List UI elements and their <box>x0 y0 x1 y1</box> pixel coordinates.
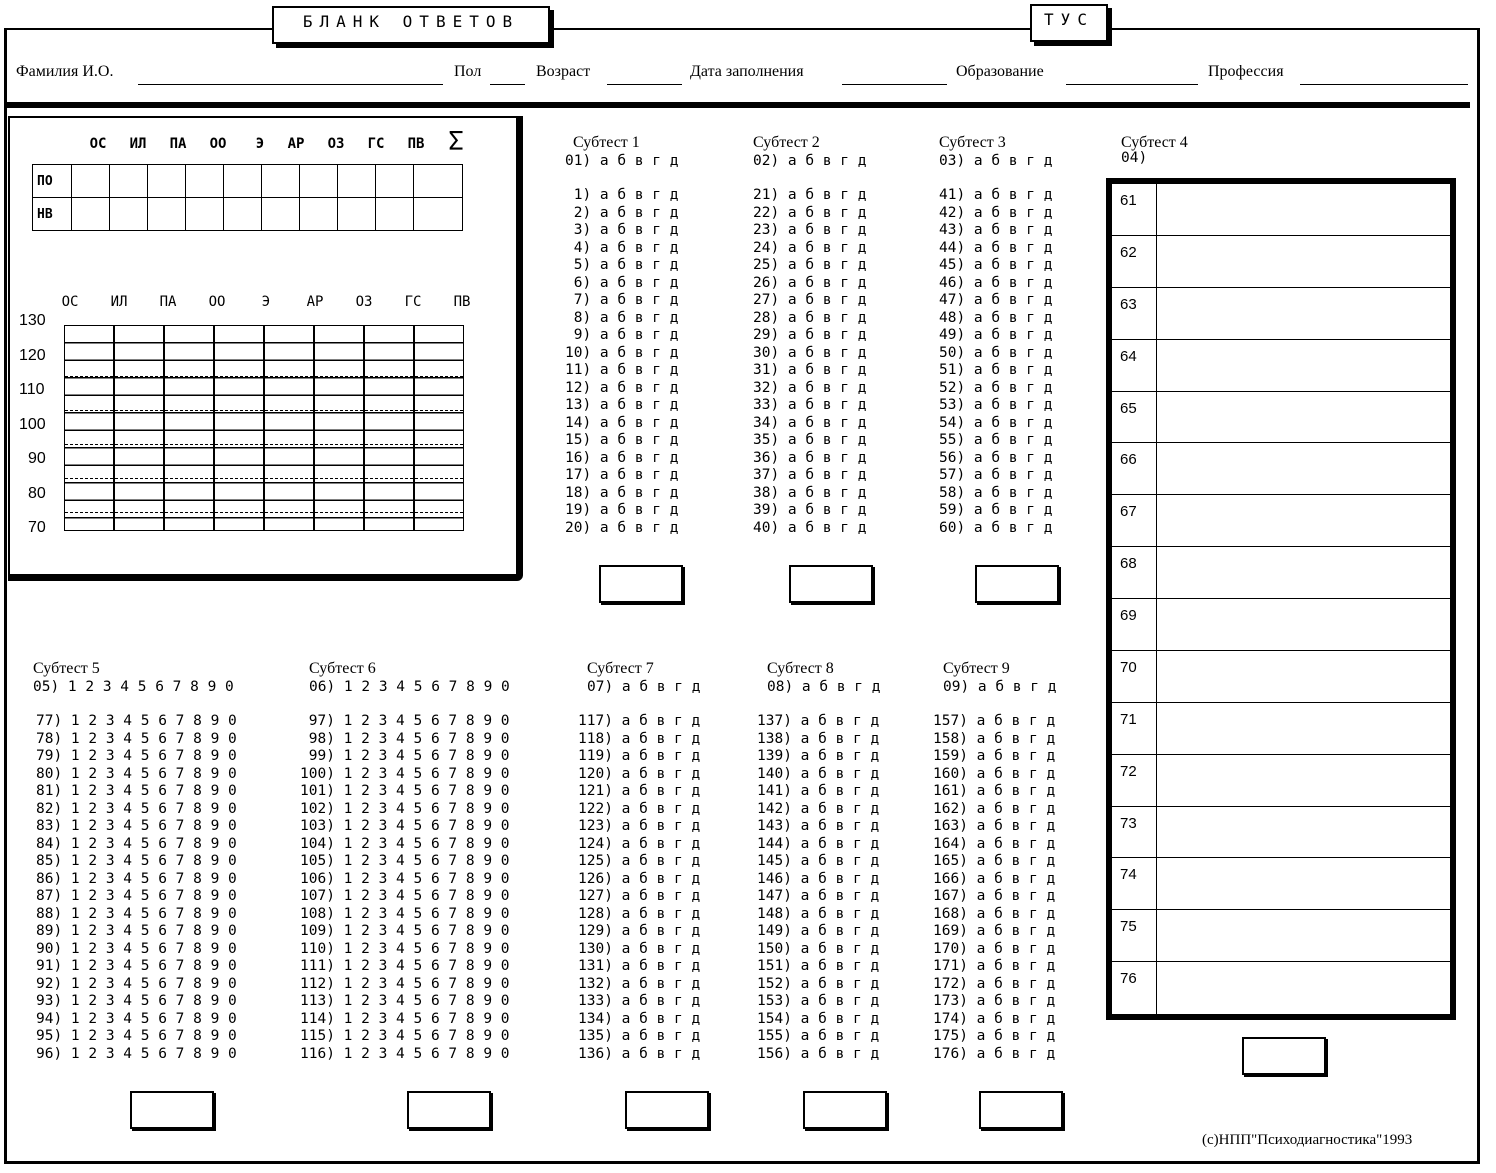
question-row[interactable]: 87) 1 2 3 4 5 6 7 8 9 0 <box>36 888 237 904</box>
question-row[interactable]: 38) а б в г д <box>753 484 867 501</box>
question-row[interactable]: 149) а б в г д <box>757 923 880 939</box>
form-title: БЛАНК ОТВЕТОВ <box>272 6 550 44</box>
score-cell[interactable] <box>338 198 376 231</box>
score-cell[interactable] <box>224 198 262 231</box>
question-row[interactable]: 28) а б в г д <box>753 309 867 326</box>
question-row[interactable]: 132) а б в г д <box>578 975 701 992</box>
score-table <box>32 164 463 231</box>
subtest-4-answer-grid <box>1106 178 1456 1020</box>
subtest-8-example: 08) а б в г д <box>767 679 881 695</box>
question-row[interactable]: 165) а б в г д <box>933 853 1056 869</box>
age-label: Возраст <box>536 63 591 80</box>
question-row[interactable]: 155) а б в г д <box>757 1028 880 1044</box>
question-row[interactable]: 170) а б в г д <box>933 940 1056 957</box>
question-row[interactable]: 27) а б в г д <box>753 292 867 308</box>
question-row[interactable]: 124) а б в г д <box>578 835 701 852</box>
score-cell[interactable] <box>148 198 186 231</box>
question-row[interactable]: 78) 1 2 3 4 5 6 7 8 9 0 <box>36 730 237 747</box>
subtest-4-answer-row[interactable] <box>1112 599 1450 651</box>
question-row[interactable]: 54) а б в г д <box>939 414 1053 431</box>
question-row[interactable]: 136) а б в г д <box>578 1045 701 1062</box>
question-row[interactable]: 127) а б в г д <box>578 888 701 904</box>
question-row[interactable]: 121) а б в г д <box>578 783 701 799</box>
question-row[interactable]: 52) а б в г д <box>939 379 1053 396</box>
subtest-3-score-box[interactable] <box>975 565 1059 603</box>
question-row[interactable]: 34) а б в г д <box>753 414 867 431</box>
subtest-4-answer-row[interactable] <box>1112 547 1450 599</box>
question-row[interactable]: 125) а б в г д <box>578 853 701 869</box>
subtest-1-title: Субтест 1 <box>573 134 640 151</box>
header-divider <box>4 102 1470 108</box>
subtest-4-answer-row[interactable] <box>1112 910 1450 962</box>
subtest-4-answer-row[interactable] <box>1112 755 1450 807</box>
question-row[interactable]: 44) а б в г д <box>939 239 1053 256</box>
question-row[interactable]: 147) а б в г д <box>757 888 880 904</box>
subtest-7-score-box[interactable] <box>625 1091 709 1129</box>
question-row[interactable]: 130) а б в г д <box>578 940 701 957</box>
question-row[interactable]: 84) 1 2 3 4 5 6 7 8 9 0 <box>36 835 237 852</box>
score-cell[interactable] <box>414 165 463 198</box>
question-row[interactable]: 101) 1 2 3 4 5 6 7 8 9 0 <box>300 783 510 799</box>
question-row[interactable]: 134) а б в г д <box>578 1010 701 1027</box>
graph-column-header: ОО <box>208 294 226 310</box>
score-cell[interactable] <box>110 198 148 231</box>
question-row[interactable]: 59) а б в г д <box>939 502 1053 518</box>
question-row[interactable]: 146) а б в г д <box>757 870 880 887</box>
subtest-4-question-number: 74 <box>1120 866 1137 884</box>
graph-column-header: ПВ <box>453 294 471 310</box>
question-row[interactable]: 116) 1 2 3 4 5 6 7 8 9 0 <box>300 1045 510 1062</box>
education-field[interactable] <box>1066 84 1198 85</box>
question-row[interactable]: 4) а б в г д <box>565 239 679 256</box>
subtest-5-questions <box>36 713 237 1063</box>
subtest-4-question-number: 72 <box>1120 762 1137 780</box>
question-row[interactable]: 82) 1 2 3 4 5 6 7 8 9 0 <box>36 800 237 817</box>
subtest-2-title: Субтест 2 <box>753 134 820 151</box>
question-row[interactable]: 22) а б в г д <box>753 204 867 221</box>
question-row[interactable]: 158) а б в г д <box>933 730 1056 747</box>
question-row[interactable]: 118) а б в г д <box>578 730 701 747</box>
question-row[interactable]: 148) а б в г д <box>757 905 880 922</box>
subtest-6-title: Субтест 6 <box>309 660 376 677</box>
question-row[interactable]: 175) а б в г д <box>933 1028 1056 1044</box>
question-row[interactable]: 60) а б в г д <box>939 519 1053 536</box>
question-row[interactable]: 138) а б в г д <box>757 730 880 747</box>
subtest-4-question-number: 65 <box>1120 399 1137 417</box>
question-row[interactable]: 129) а б в г д <box>578 923 701 939</box>
graph-column-header: АР <box>306 294 324 310</box>
score-column-header: ПВ <box>407 136 425 152</box>
question-row[interactable]: 122) а б в г д <box>578 800 701 817</box>
subtest-4-question-number: 70 <box>1120 658 1137 676</box>
subtest-8-score-box[interactable] <box>803 1091 887 1129</box>
copyright: (c)НПП"Психодиагностика"1993 <box>1202 1132 1413 1148</box>
subtest-4-question-number: 68 <box>1120 555 1137 573</box>
profile-graph[interactable] <box>64 325 464 531</box>
score-column-header: ОЗ <box>327 136 345 152</box>
score-cell[interactable] <box>338 165 376 198</box>
question-row[interactable]: 37) а б в г д <box>753 467 867 483</box>
subtest-9-title: Субтест 9 <box>943 660 1010 677</box>
question-row[interactable]: 163) а б в г д <box>933 818 1056 834</box>
score-row-label: ПО <box>33 165 72 198</box>
subtest-5-example: 05) 1 2 3 4 5 6 7 8 9 0 <box>33 679 234 695</box>
question-row[interactable]: 171) а б в г д <box>933 958 1056 974</box>
subtest-4-question-number: 62 <box>1120 243 1137 261</box>
subtest-4-answer-row[interactable] <box>1112 703 1450 755</box>
question-row[interactable]: 2) а б в г д <box>565 204 679 221</box>
subtest-4-answer-row[interactable] <box>1112 288 1450 340</box>
sex-field[interactable] <box>490 84 525 85</box>
question-row[interactable]: 18) а б в г д <box>565 484 679 501</box>
question-row[interactable]: 40) а б в г д <box>753 519 867 536</box>
question-row[interactable]: 137) а б в г д <box>757 713 880 729</box>
question-row[interactable]: 93) 1 2 3 4 5 6 7 8 9 0 <box>36 993 237 1009</box>
question-row[interactable]: 152) а б в г д <box>757 975 880 992</box>
score-column-header: ПА <box>169 136 187 152</box>
score-cell[interactable] <box>300 198 338 231</box>
subtest-4-title: Субтест 4 <box>1121 134 1188 151</box>
question-row[interactable]: 80) 1 2 3 4 5 6 7 8 9 0 <box>36 765 237 782</box>
question-row[interactable]: 26) а б в г д <box>753 274 867 291</box>
question-row[interactable]: 108) 1 2 3 4 5 6 7 8 9 0 <box>300 905 510 922</box>
question-row[interactable]: 11) а б в г д <box>565 362 679 378</box>
question-row[interactable]: 100) 1 2 3 4 5 6 7 8 9 0 <box>300 765 510 782</box>
question-row[interactable]: 109) 1 2 3 4 5 6 7 8 9 0 <box>300 923 510 939</box>
subtest-4-question-number: 64 <box>1120 347 1137 365</box>
subtest-9-questions <box>933 713 1055 1063</box>
score-column-header: Σ <box>448 127 464 157</box>
score-column-header: ИЛ <box>129 136 147 152</box>
question-row[interactable]: 23) а б в г д <box>753 222 867 238</box>
question-row[interactable]: 115) 1 2 3 4 5 6 7 8 9 0 <box>300 1028 510 1044</box>
graph-column-header: Э <box>261 294 271 310</box>
question-row[interactable]: 151) а б в г д <box>757 958 880 974</box>
question-row[interactable]: 45) а б в г д <box>939 257 1053 273</box>
question-row[interactable]: 145) а б в г д <box>757 853 880 869</box>
question-row[interactable]: 140) а б в г д <box>757 765 880 782</box>
question-row[interactable]: 174) а б в г д <box>933 1010 1056 1027</box>
subtest-4-answer-row[interactable] <box>1112 858 1450 910</box>
question-row[interactable]: 15) а б в г д <box>565 432 679 448</box>
question-row[interactable]: 173) а б в г д <box>933 993 1056 1009</box>
question-row[interactable]: 55) а б в г д <box>939 432 1053 448</box>
question-row[interactable]: 119) а б в г д <box>578 748 701 764</box>
question-row[interactable]: 169) а б в г д <box>933 923 1056 939</box>
name-field[interactable] <box>138 84 443 85</box>
subtest-4-answer-row[interactable] <box>1112 392 1450 444</box>
graph-scale-label: 110 <box>19 381 45 398</box>
question-row[interactable]: 133) а б в г д <box>578 993 701 1009</box>
score-row-label: НВ <box>33 198 72 231</box>
subtest-4-answer-row[interactable] <box>1112 807 1450 859</box>
question-row[interactable]: 9) а б в г д <box>565 327 679 343</box>
question-row[interactable]: 42) а б в г д <box>939 204 1053 221</box>
question-row[interactable]: 81) 1 2 3 4 5 6 7 8 9 0 <box>36 783 237 799</box>
question-row[interactable]: 12) а б в г д <box>565 379 679 396</box>
age-field[interactable] <box>607 84 682 85</box>
question-row[interactable]: 94) 1 2 3 4 5 6 7 8 9 0 <box>36 1010 237 1027</box>
question-row[interactable]: 104) 1 2 3 4 5 6 7 8 9 0 <box>300 835 510 852</box>
question-row[interactable]: 144) а б в г д <box>757 835 880 852</box>
question-row[interactable]: 41) а б в г д <box>939 187 1053 203</box>
question-row[interactable]: 5) а б в г д <box>565 257 679 273</box>
subtest-4-answer-row[interactable] <box>1112 340 1450 392</box>
subtest-4-score-box[interactable] <box>1242 1037 1326 1075</box>
question-row[interactable]: 131) а б в г д <box>578 958 701 974</box>
question-row[interactable]: 79) 1 2 3 4 5 6 7 8 9 0 <box>36 748 237 764</box>
question-row[interactable]: 3) а б в г д <box>565 222 679 238</box>
question-row[interactable]: 47) а б в г д <box>939 292 1053 308</box>
score-cell[interactable] <box>414 198 463 231</box>
question-row[interactable]: 141) а б в г д <box>757 783 880 799</box>
question-row[interactable]: 139) а б в г д <box>757 748 880 764</box>
question-row[interactable]: 120) а б в г д <box>578 765 701 782</box>
graph-scale-label: 120 <box>19 346 46 364</box>
score-cell[interactable] <box>72 165 110 198</box>
score-column-header: ОС <box>89 136 107 152</box>
question-row[interactable]: 103) 1 2 3 4 5 6 7 8 9 0 <box>300 818 510 834</box>
subtest-4-question-number: 75 <box>1120 918 1137 936</box>
question-row[interactable]: 106) 1 2 3 4 5 6 7 8 9 0 <box>300 870 510 887</box>
question-row[interactable]: 97) 1 2 3 4 5 6 7 8 9 0 <box>300 713 510 729</box>
question-row[interactable]: 168) а б в г д <box>933 905 1056 922</box>
question-row[interactable]: 46) а б в г д <box>939 274 1053 291</box>
subtest-3-title: Субтест 3 <box>939 134 1006 151</box>
question-row[interactable]: 89) 1 2 3 4 5 6 7 8 9 0 <box>36 923 237 939</box>
question-row[interactable]: 112) 1 2 3 4 5 6 7 8 9 0 <box>300 975 510 992</box>
subtest-8-title: Субтест 8 <box>767 660 834 677</box>
question-row[interactable]: 33) а б в г д <box>753 397 867 413</box>
question-row[interactable]: 90) 1 2 3 4 5 6 7 8 9 0 <box>36 940 237 957</box>
score-cell[interactable] <box>376 165 414 198</box>
question-row[interactable]: 123) а б в г д <box>578 818 701 834</box>
question-row[interactable]: 39) а б в г д <box>753 502 867 518</box>
question-row[interactable]: 51) а б в г д <box>939 362 1053 378</box>
question-row[interactable]: 50) а б в г д <box>939 344 1053 361</box>
question-row[interactable]: 10) а б в г д <box>565 344 679 361</box>
question-row[interactable]: 25) а б в г д <box>753 257 867 273</box>
subtest-9-example: 09) а б в г д <box>943 679 1057 695</box>
question-row[interactable]: 91) 1 2 3 4 5 6 7 8 9 0 <box>36 958 237 974</box>
subtest-4-answer-row[interactable] <box>1112 651 1450 703</box>
subtest-4-question-number: 67 <box>1120 503 1137 521</box>
question-row[interactable]: 172) а б в г д <box>933 975 1056 992</box>
question-row[interactable]: 114) 1 2 3 4 5 6 7 8 9 0 <box>300 1010 510 1027</box>
education-label: Образование <box>956 63 1044 80</box>
score-cell[interactable] <box>110 165 148 198</box>
subtest-2-score-box[interactable] <box>789 565 873 603</box>
question-row[interactable]: 107) 1 2 3 4 5 6 7 8 9 0 <box>300 888 510 904</box>
subtest-5-score-box[interactable] <box>130 1091 214 1129</box>
question-row[interactable]: 88) 1 2 3 4 5 6 7 8 9 0 <box>36 905 237 922</box>
subtest-4-question-number: 63 <box>1120 295 1137 313</box>
score-cell[interactable] <box>186 165 224 198</box>
subtest-4-example: 04) <box>1121 150 1148 166</box>
question-row[interactable]: 86) 1 2 3 4 5 6 7 8 9 0 <box>36 870 237 887</box>
question-row[interactable]: 85) 1 2 3 4 5 6 7 8 9 0 <box>36 853 237 869</box>
question-row[interactable]: 142) а б в г д <box>757 800 880 817</box>
subtest-2-example: 02) а б в г д <box>753 153 867 169</box>
question-row[interactable]: 36) а б в г д <box>753 449 867 466</box>
subtest-4-answer-row[interactable] <box>1112 184 1450 236</box>
date-field[interactable] <box>842 84 947 85</box>
sex-label: Пол <box>454 63 482 80</box>
name-label: Фамилия И.О. <box>16 63 114 80</box>
question-row[interactable]: 99) 1 2 3 4 5 6 7 8 9 0 <box>300 748 510 764</box>
graph-scale-label: 90 <box>28 450 46 467</box>
question-row[interactable]: 57) а б в г д <box>939 467 1053 483</box>
question-row[interactable]: 19) а б в г д <box>565 502 679 518</box>
subtest-6-score-box[interactable] <box>407 1091 491 1129</box>
question-row[interactable]: 117) а б в г д <box>578 713 701 729</box>
question-row[interactable]: 167) а б в г д <box>933 888 1056 904</box>
question-row[interactable]: 176) а б в г д <box>933 1045 1056 1062</box>
question-row[interactable]: 13) а б в г д <box>565 397 679 413</box>
question-row[interactable]: 24) а б в г д <box>753 239 867 256</box>
question-row[interactable]: 110) 1 2 3 4 5 6 7 8 9 0 <box>300 940 510 957</box>
score-cell[interactable] <box>224 165 262 198</box>
subtest-4-answer-row[interactable] <box>1112 495 1450 547</box>
question-row[interactable]: 32) а б в г д <box>753 379 867 396</box>
question-row[interactable]: 77) 1 2 3 4 5 6 7 8 9 0 <box>36 713 237 729</box>
subtest-3-example: 03) а б в г д <box>939 153 1053 169</box>
score-cell[interactable] <box>186 198 224 231</box>
question-row[interactable]: 53) а б в г д <box>939 397 1053 413</box>
score-cell[interactable] <box>72 198 110 231</box>
subtest-2-questions <box>753 187 867 537</box>
question-row[interactable]: 143) а б в г д <box>757 818 880 834</box>
graph-column-header: ПА <box>159 294 177 310</box>
question-row[interactable]: 102) 1 2 3 4 5 6 7 8 9 0 <box>300 800 510 817</box>
question-row[interactable]: 48) а б в г д <box>939 309 1053 326</box>
question-row[interactable]: 113) 1 2 3 4 5 6 7 8 9 0 <box>300 993 510 1009</box>
subtest-5-title: Субтест 5 <box>33 660 100 677</box>
subtest-4-answer-row[interactable] <box>1112 962 1450 1014</box>
question-row[interactable]: 1) а б в г д <box>565 187 679 203</box>
subtest-1-questions <box>565 187 679 537</box>
subtest-4-question-number: 73 <box>1120 814 1137 832</box>
graph-column-header: ОС <box>61 294 79 310</box>
subtest-4-question-number: 66 <box>1120 451 1137 469</box>
graph-scale-label: 100 <box>19 415 46 433</box>
question-row[interactable]: 159) а б в г д <box>933 748 1056 764</box>
profession-label: Профессия <box>1208 63 1284 80</box>
score-cell[interactable] <box>376 198 414 231</box>
question-row[interactable]: 157) а б в г д <box>933 713 1056 729</box>
question-row[interactable]: 135) а б в г д <box>578 1028 701 1044</box>
subtest-9-score-box[interactable] <box>979 1091 1063 1129</box>
subtest-8-questions <box>757 713 879 1063</box>
question-row[interactable]: 6) а б в г д <box>565 274 679 291</box>
score-cell[interactable] <box>148 165 186 198</box>
subtest-1-example: 01) а б в г д <box>565 153 679 169</box>
question-row[interactable]: 8) а б в г д <box>565 309 679 326</box>
subtest-4-answer-row[interactable] <box>1112 443 1450 495</box>
score-column-header: ГС <box>367 136 385 152</box>
question-row[interactable]: 164) а б в г д <box>933 835 1056 852</box>
question-row[interactable]: 105) 1 2 3 4 5 6 7 8 9 0 <box>300 853 510 869</box>
question-row[interactable]: 20) а б в г д <box>565 519 679 536</box>
question-row[interactable]: 56) а б в г д <box>939 449 1053 466</box>
question-row[interactable]: 166) а б в г д <box>933 870 1056 887</box>
question-row[interactable]: 111) 1 2 3 4 5 6 7 8 9 0 <box>300 958 510 974</box>
score-column-header: АР <box>287 136 305 152</box>
question-row[interactable]: 16) а б в г д <box>565 449 679 466</box>
question-row[interactable]: 162) а б в г д <box>933 800 1056 817</box>
score-column-header: ОО <box>209 136 227 152</box>
question-row[interactable]: 29) а б в г д <box>753 327 867 343</box>
question-row[interactable]: 95) 1 2 3 4 5 6 7 8 9 0 <box>36 1028 237 1044</box>
question-row[interactable]: 161) а б в г д <box>933 783 1056 799</box>
subtest-4-answer-row[interactable] <box>1112 236 1450 288</box>
question-row[interactable]: 43) а б в г д <box>939 222 1053 238</box>
score-cell[interactable] <box>262 198 300 231</box>
graph-column-header: ИЛ <box>110 294 128 310</box>
subtest-1-score-box[interactable] <box>599 565 683 603</box>
subtest-4-question-number: 71 <box>1120 710 1137 728</box>
question-row[interactable]: 160) а б в г д <box>933 765 1056 782</box>
question-row[interactable]: 31) а б в г д <box>753 362 867 378</box>
question-row[interactable]: 153) а б в г д <box>757 993 880 1009</box>
question-row[interactable]: 21) а б в г д <box>753 187 867 203</box>
question-row[interactable]: 126) а б в г д <box>578 870 701 887</box>
graph-column-header: ГС <box>404 294 422 310</box>
question-row[interactable]: 17) а б в г д <box>565 467 679 483</box>
question-row[interactable]: 35) а б в г д <box>753 432 867 448</box>
question-row[interactable]: 58) а б в г д <box>939 484 1053 501</box>
test-code: ТУС <box>1030 4 1108 42</box>
subtest-7-title: Субтест 7 <box>587 660 654 677</box>
graph-column-header: ОЗ <box>355 294 373 310</box>
score-column-header: Э <box>255 136 265 152</box>
score-cell[interactable] <box>262 165 300 198</box>
question-row[interactable]: 156) а б в г д <box>757 1045 880 1062</box>
question-row[interactable]: 49) а б в г д <box>939 327 1053 343</box>
graph-scale-label: 80 <box>28 484 46 502</box>
graph-scale-label: 70 <box>28 519 46 536</box>
subtest-6-questions <box>300 713 510 1063</box>
question-row[interactable]: 98) 1 2 3 4 5 6 7 8 9 0 <box>300 730 510 747</box>
subtest-7-example: 07) а б в г д <box>587 679 701 695</box>
question-row[interactable]: 150) а б в г д <box>757 940 880 957</box>
question-row[interactable]: 128) а б в г д <box>578 905 701 922</box>
subtest-4-question-number: 69 <box>1120 607 1137 624</box>
subtest-4-question-number: 76 <box>1120 970 1137 988</box>
subtest-3-questions <box>939 187 1053 537</box>
question-row[interactable]: 96) 1 2 3 4 5 6 7 8 9 0 <box>36 1045 237 1062</box>
subtest-4-question-number: 61 <box>1120 192 1137 209</box>
profession-field[interactable] <box>1300 84 1468 85</box>
subtest-6-example: 06) 1 2 3 4 5 6 7 8 9 0 <box>309 679 510 695</box>
score-cell[interactable] <box>300 165 338 198</box>
subtest-7-questions <box>578 713 700 1063</box>
date-label: Дата заполнения <box>690 63 804 80</box>
graph-scale-label: 130 <box>19 312 46 329</box>
question-row[interactable]: 7) а б в г д <box>565 292 679 308</box>
question-row[interactable]: 92) 1 2 3 4 5 6 7 8 9 0 <box>36 975 237 992</box>
question-row[interactable]: 83) 1 2 3 4 5 6 7 8 9 0 <box>36 818 237 834</box>
question-row[interactable]: 14) а б в г д <box>565 414 679 431</box>
question-row[interactable]: 154) а б в г д <box>757 1010 880 1027</box>
question-row[interactable]: 30) а б в г д <box>753 344 867 361</box>
